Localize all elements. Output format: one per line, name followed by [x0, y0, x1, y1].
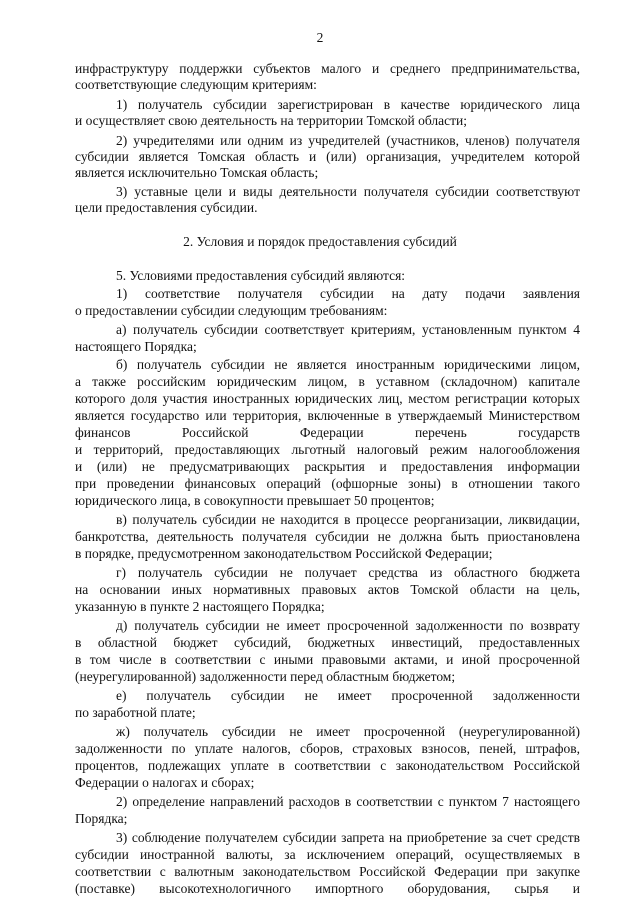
text-line: цели предоставления субсидии.	[75, 200, 258, 215]
text-line: и территорий, предоставляющих льготный налоговый режим налогообложения	[75, 442, 580, 457]
text-line: соответствующие следующим критериям:	[75, 77, 317, 92]
text-line: соответствии с валютным законодательством Российской Федерации при закупке	[75, 864, 580, 879]
text-line: 1) получатель субсидии зарегистрирован в качестве юридического лица	[116, 97, 580, 112]
text-line: по заработной плате;	[75, 705, 196, 720]
page-number: 2	[316, 30, 324, 45]
text-line: и осуществляет свою деятельность на территории Томской области;	[75, 113, 467, 128]
text-line: является исключительно Томская область;	[75, 165, 319, 180]
text-line: на основании иных нормативных правовых актов Томской области на цель,	[75, 582, 580, 597]
section-heading: 2. Условия и порядок предоставления субсидий	[183, 234, 457, 249]
text-line: 3) уставные цели и виды деятельности получателя субсидии соответствуют	[116, 184, 580, 199]
text-line: а) получатель субсидии соответствует критериям, установленным пунктом 4	[116, 322, 580, 337]
text-line: 2) учредителями или одним из учредителей (участников, членов) получателя	[116, 133, 580, 148]
text-line: ж) получатель субсидии не имеет просроченной (неурегулированной)	[116, 724, 580, 739]
text-line: 2) определение направлений расходов в соответствии с пунктом 7 настоящего	[116, 794, 580, 809]
text-line: Порядка;	[75, 811, 128, 826]
text-line: юридического лица, в совокупности превышает 50 процентов;	[75, 493, 435, 508]
text-line: д) получатель субсидии не имеет просроченной задолженности по возврату	[116, 618, 580, 633]
text-line: Федерации о налогах и сборах;	[75, 775, 255, 790]
text-line: при проведении финансовых операций (офшорные зоны) в отношении такого	[75, 476, 580, 491]
text-line: финансов Российской Федерации перечень государств	[75, 425, 580, 440]
text-line: 5. Условиями предоставления субсидий являются:	[116, 268, 406, 283]
text-line: 3) соблюдение получателем субсидии запрета на приобретение за счет средств	[116, 830, 580, 845]
text-line: настоящего Порядка;	[75, 339, 197, 354]
text-line: (неурегулированной) задолженности перед областным бюджетом;	[75, 669, 456, 684]
text-line: в том числе в соответствии с иными правовыми актами, и иной просроченной	[75, 652, 580, 667]
text-line: инфраструктуру поддержки субъектов малого и среднего предпринимательства,	[75, 61, 580, 76]
text-line: е) получатель субсидии не имеет просроченной задолженности	[116, 688, 580, 703]
text-line: о предоставлении субсидии следующим требованиям:	[75, 303, 388, 318]
text-line: в порядке, предусмотренном законодательством Российской Федерации;	[75, 546, 493, 561]
text-line: и (или) не предусматривающих раскрытия и предоставления информации	[75, 459, 580, 474]
text-line: г) получатель субсидии не получает средства из областного бюджета	[116, 565, 580, 580]
text-line: в) получатель субсидии не находится в процессе реорганизации, ликвидации,	[116, 512, 580, 527]
text-line: а также российским юридическим лицом, в уставном (складочном) капитале	[75, 374, 580, 389]
text-line: субсидии является Томская область и (или) организация, учредителем которой	[75, 149, 580, 164]
text-line: б) получатель субсидии не является иностранным юридическими лицом,	[116, 357, 580, 372]
text-line: которого доля участия иностранных юридических лиц, местом регистрации которых	[75, 391, 580, 406]
text-line: банкротства, деятельность получателя субсидии не должна быть приостановлена	[75, 529, 580, 544]
text-line: указанную в пункте 2 настоящего Порядка;	[75, 599, 325, 614]
text-line: субсидии иностранной валюты, за исключением операций, осуществляемых в	[75, 847, 580, 862]
text-line: (поставке) высокотехнологичного импортного оборудования, сырья и	[75, 881, 580, 896]
text-line: в областной бюджет субсидий, бюджетных инвестиций, предоставленных	[75, 635, 580, 650]
text-line: процентов, подлежащих уплате в соответствии с законодательством Российской	[75, 758, 580, 773]
text-line: является государство или территория, включенные в утверждаемый Министерством	[75, 408, 580, 423]
text-line: задолженности по уплате налогов, сборов, страховых взносов, пеней, штрафов,	[75, 741, 580, 756]
text-line: 1) соответствие получателя субсидии на дату подачи заявления	[116, 286, 580, 301]
